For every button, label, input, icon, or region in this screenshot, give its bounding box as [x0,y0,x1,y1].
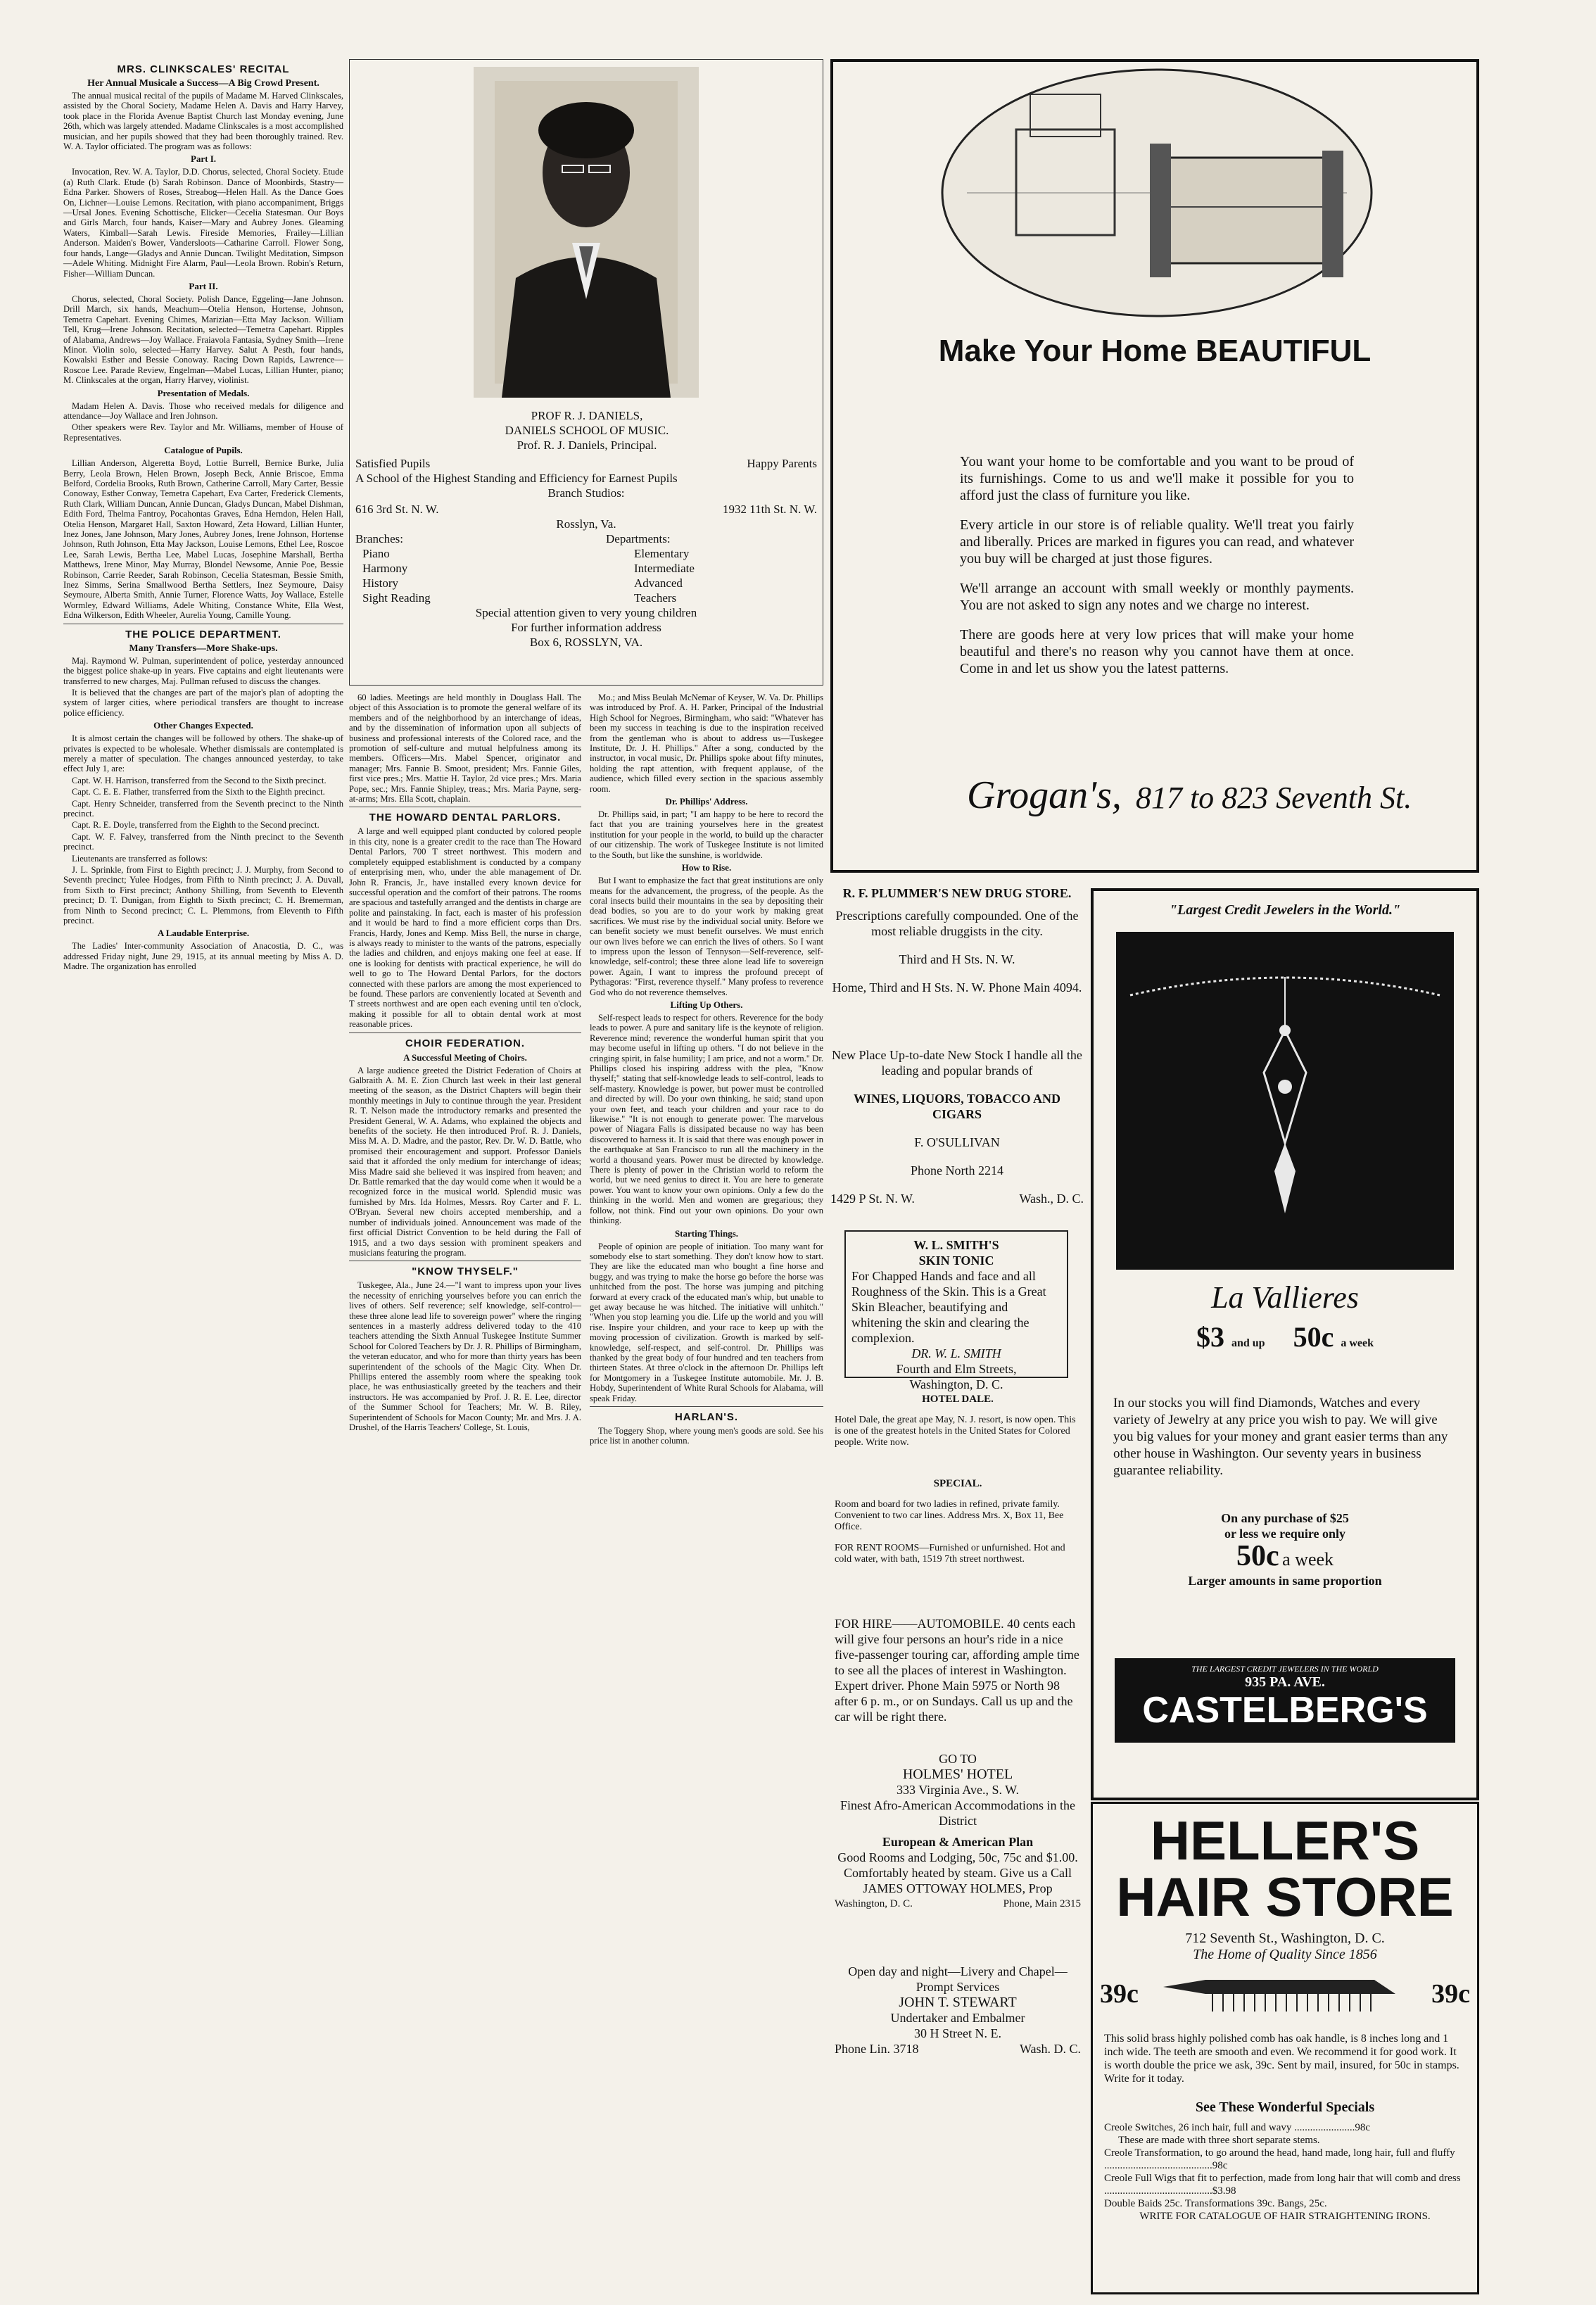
heller-title1: HELLER'S [1150,1810,1420,1871]
clinkscales-p4: Chorus, selected, Choral Society. Polish Dance, Eggeling—Jane Johnson. Drill March, six hands, Meachum—Otelia Henson, Hortense, Johnson, Temetra Capehart. Evening Chimes, Marizian—Etta May Jackson. William Tell, Krug—Irene Johnson. Recitation, selected—Temetra Capehart. Ripples of Alabama, Andrews—Joy Wallace. Fraiavola Fantasia, Sydney Smith—Irene Minor. Violin solo, selected—Harry Harvey. Salut A Pesth, four hands, Kowalski Esther and Bessie Conoway. Racing Down Rapids, Lawrence—Roscoe Lee. Parade Review, Engelman—Mabel Lucas, Lillian Hunter, piano; M. Clinkscales at the organ, Harry Harvey, violinist. [63,293,343,386]
know-body: Tuskegee, Ala., June 24.—"I want to impress upon your lives the necessity of enriching yourselves before you can enrich the lives of others. Self reverence; self knowledge, self-control—these three alone lead life to sovereign power" where the ringing sentences in a masterly address delivered today to the 410 teachers attending the Sixth Annual Tuskegee Institute Summer School for Colored Teachers by Dr. J. R. Phillips of Birmingham, the veteran educator, and who for more than thirty years has been superintendent of the schools of the Magic City. When Dr. Phillips entered the assembly room where the speaking took place, he was enthusiastically greeted by the teachers and their instructors. He was accompanied by Prof. J. R. E. Lee, director of the Summer School for Teachers; Mr. W. B. Riley, Superintendent of Schools for Macon County; Mr. and Mrs. J. A. Drushel, of the Harris Teachers' College, St. Louis, [349,1280,581,1432]
holmes-l1: GO TO [939,1752,977,1766]
grogan-p2: Every article in our store is of reliable quality. We'll treat you fairly and liberally. Prices are marked in figures you can read, and whatever you buy will be charged at just those figures. [960,517,1354,567]
police-subhead: Many Transfers—More Shake-ups. [129,643,278,654]
and-up: and up [1231,1337,1265,1349]
castelberg-prices [1094,1320,1476,1353]
price-left: 39c [1100,1979,1139,2009]
daniels-branch: Branch Studios: [547,486,625,500]
offer-price: 50c [1236,1540,1279,1572]
department-item: Elementary [634,547,690,560]
clinkscales-part2: Part II. [189,280,218,291]
heller-body: This solid brass highly polished comb has oak handle, is 8 inches long and 1 inch wide. The teeth are smooth and even. We recommend it for good work. It is worth double the price we ask, 39c. Sent by mail, insured, for 50c in stamps. Write for it today. [1104,2033,1459,2085]
rise-title: How to Rise. [681,862,732,873]
clinkscales-title: MRS. CLINKSCALES' RECITAL [117,63,290,75]
holmes-l4: Finest Afro-American Accommodations in the District [840,1798,1075,1828]
branch-item: Piano [362,547,390,560]
offer1: On any purchase of $25 [1221,1511,1349,1525]
special-6: WRITE FOR CATALOGUE OF HAIR STRAIGHTENING IRONS. [1139,2211,1431,2222]
daniels-motto: A School of the Highest Standing and Efficiency for Earnest Pupils [355,472,678,485]
daniels-foot1: Special attention given to very young children [475,606,697,619]
holmes-l3: 333 Virginia Ave., S. W. [897,1783,1019,1797]
castelberg-logo-box [1115,1658,1455,1743]
hoteldale-body: Hotel Dale, the great ape May, N. J. resort, is now open. This is one of the greatest hotels in the United States for Colored people. Write now. [835,1415,1076,1448]
daniels-caption1: PROF R. J. DANIELS, [531,409,643,422]
police-p4: Capt. W. H. Harrison, transferred from the Second to the Sixth precinct. [72,775,327,785]
osullivan-p2: WINES, LIQUORS, TOBACCO AND CIGARS [854,1092,1060,1121]
holmes-l2: HOLMES' HOTEL [902,1767,1013,1782]
daniels-caption2: DANIELS SCHOOL OF MUSIC. [505,424,669,437]
divider [590,1406,823,1407]
daniels-addr-left: 616 3rd St. N. W. [355,503,439,516]
smith-skin-tonic-ad [844,1230,1068,1391]
stewart-l5: Phone Lin. 3718 [835,2042,919,2056]
harlan-body: The Toggery Shop, where young men's goods are sold. See his price list in another column. [590,1426,823,1446]
stewart-l3: Undertaker and Embalmer [890,2011,1025,2025]
police-p8: Capt. W. F. Falvey, transferred from the Ninth precinct to the Seventh precinct. [63,831,343,852]
police-p12: The Ladies' Inter-community Association of Anacostia, D. C., was addressed Friday night, June 29, 1915, at its annual meeting by Miss A. D. Madre. The organization has enrolled [63,941,343,972]
special-body: Room and board for two ladies in refined, private family. Convenient to two car lines. Address Mrs. X, Box 11, Bee Office. [835,1499,1064,1532]
plummer-ad [830,885,1084,1026]
special-ad [835,1478,1081,1591]
clinkscales-p6: Madam Helen A. Davis. Those who received medals for diligence and attendance—Joy Wallace and Iren Johnson. [63,400,343,421]
department-item: Teachers [634,591,677,605]
choir-sub: A Successful Meeting of Choirs. [403,1052,527,1063]
hire-ad [835,1603,1081,1737]
police-p10: J. L. Sprinkle, from First to Eighth precinct; J. J. Murphy, from Second to Seventh precinct; Yulee Hodges, from Fifth to Ninth precinct; J. A. Duvall, from Sixth to First precinct; Anthony Shilling, from Seventh to Eleventh precinct; D. T. Dunigan, from Eighth to Sixth precinct; C. H. Bremerman, from Ninth to Second precinct; C. L. Plemmons, from Eleventh to Fifth precinct. [63,865,343,926]
smith-addr1: Fourth and Elm Streets, [896,1362,1017,1376]
smith-title2: SKIN TONIC [918,1253,994,1268]
address-title: Dr. Phillips' Address. [665,796,748,807]
clinkscales-catalogue: Catalogue of Pupils. [164,445,243,456]
branch-item: Sight Reading [362,591,431,605]
osullivan-city: Wash., D. C. [1019,1192,1084,1206]
lift-body: Self-respect leads to respect for others. Reverence for the body leads to power. A pure and sanitary life is the keynote of religion. Reverence mind; reverence the wonderful human spirit that you may become useful in lifting up others. "I do not believe in the cringing spirit, in false humility; I am price, and not a worm." Dr. Phillips closed his inspiring address with the plea, "Know thyself;" stating that self-knowledge leads to self-control, leads to self-mastery. Knowledge is power, but power must be controlled and directed by will. Do your own thinking, he said; stand upon your own feet, and teach your children and your race to do likewise." "It is not enough to generate power. The marvelous power of Niagara Falls is dissipated because no way has been discovered to harness it. It is said that there was enough power in the earthquake at San Francisco to run all the machinery in the world a thousand years. Power must be directed by knowledge. There is plenty of power in the Christian world to reform the world, but we need genius to direct it. You are here to generate power. You want to know your own opinions. Only a few do the thinking in the world. Men and women are gregarious; they follow, not think. Find out your own opinions. Do your own thinking. [590,1012,823,1226]
holmes-l5: European & American Plan [882,1835,1034,1849]
heller-title2: HAIR STORE [1116,1866,1454,1928]
osullivan-addr: 1429 P St. N. W. [830,1192,915,1206]
offer3: Larger amounts in same proportion [1188,1574,1382,1588]
police-p1: It is believed that the changes are part of the major's plan of adopting the system of larger cities, where periodical transfers are thought to increase police efficiency. [63,687,343,718]
osullivan-p1: New Place Up-to-date New Stock I handle all the leading and popular brands of [832,1048,1082,1078]
logo-small: THE LARGEST CREDIT JEWELERS IN THE WORLD [1191,1664,1379,1674]
clinkscales-p7: Other speakers were Rev. Taylor and Mr. Williams, member of House of Representatives. [63,422,343,443]
price-up: $3 [1196,1321,1224,1353]
grogan-address: 817 to 823 Seventh St. [1135,781,1412,815]
stewart-l1: Open day and night—Livery and Chapel—Prompt Services [848,1964,1068,1994]
col2-intro: 60 ladies. Meetings are held monthly in Douglass Hall. The object of this Association is to promote the general welfare of its members and of the neighborhood by an interchange of ideas, and by the dissemination of information upon all subjects of business and professional interests of the Colored race, and the promotion of self-culture and mutual helpfulness among its members. Officers—Mrs. Mabel Spencer, originator and manager; Mrs. Fannie B. Smoot, president; Mrs. Fannie Giles, first vice pres.; Mrs. Mattie H. Taylor, 2d vice pres.; Mrs. Maria Pope, sec.; Mrs. Fannie Shipley, treas.; Mrs. Maria Payne, serg-at-arms; Mrs. Ella Scott, chaplain. [349,693,581,804]
smith-body: For Chapped Hands and face and all Roughness of the Skin. This is a Great Skin Bleacher, beautifying and whitening the skin and clearing the complexion. [851,1269,1046,1345]
daniels-left-top: Satisfied Pupils [355,457,431,470]
hotel-dale-ad [835,1394,1081,1471]
special-3: Creole Transformation, to go around the head, hand made, long hair, full and fluffy .........................................98c [1104,2147,1455,2171]
grogan-headline: Make Your Home BEAUTIFUL [938,334,1372,368]
plummer-p1: Prescriptions carefully compounded. One of the most reliable druggists in the city. [835,909,1079,938]
stewart-l4: 30 H Street N. E. [914,2026,1001,2040]
clinkscales-p2: Invocation, Rev. W. A. Taylor, D.D. Chorus, selected, Choral Society. Etude (a) Ruth Clark. Etude (b) Sarah Robinson. Dance of Moonbirds, Stastry—Edna Parker. Showers of Roses, Streabog—Helen Hall. As the Dance Goes On, Lichner—Louise Lemons. Recitation, with piano accompaniment, Briggs—Ursal Jones. Evening Schottische, Elicker—Cecelia Statesman. Our Boys and Girls March, four hands, Kaiser—Mary and Aubrey Jones. Gleaming Waters, Kimball—Sarah Lewis. Fireside Memories, Frailey—Lillian Anderson. Maiden's Bower, Vandersloots—Catharine Carroll. Flower Song, four hands, Lange—Gladys and Annie Duncan. Twilight Meditation, Simpson—Adele Whiting. Midnight Fire Alarm, Paul—Leola Brown. Robin's Return, Fisher—William Duncan. [63,167,343,279]
clinkscales-p9: Lillian Anderson, Algeretta Boyd, Lottie Burrell, Bernice Burke, Julia Berry, Leola Brown, Helen Brown, Joseph Beck, Annie Briscoe, Emma Belford, Cordelia Brooks, Ruth Brown, Catherine Carroll, Mary Carter, Bessie Conoway, Esther Conway, Temetra Capehart, Eva Carter, Frederick Clements, Ruth Clark, William Duncan, Annie Duncan, Gladys Duncan, Mabel Dishman, Edith Ford, Thelma Fantroy, Pocahontas Graves, Edna Herndon, Helen Hall, Otelia Henson, Margaret Hall, Saxton Howard, Zeta Howard, Lillian Hunter, Inez Jones, Jane Johnson, Mary Jones, Aubrey Jones, Irene Johnson, Hortense Johnson, Ruth Johnson, Etta May Jackson, Louise Lemons, Ethel Lee, Roscoe Lee, Sarah Lewis, Bertha Lee, Mabel Lucas, Josephine Marshall, Bertha Matthews, Irene Minor, May Murray, Blondel Newsome, Annie Poe, Bessie Robinson, Carrie Reeder, Sarah Robinson, Cecelia Statesman, Bessie Smith, Inez Simms, Serina Smallwood Bertha Settlers, Inez Seymoure, Daisy Seymoure, Alberta Smith, Annie Turner, Florence Watts, Joy Wallace, Estelle Wormley, Edward Williams, Adele Whiting, Constance White, Ella West, Edna Wilkerson, Edith Wheeler, Aurelia Young, Camille Young. [63,458,343,621]
dental-title: THE HOWARD DENTAL PARLORS. [369,812,562,824]
holmes-l7: JAMES OTTOWAY HOLMES, Prop [863,1881,1053,1895]
offer2: or less we require only [1224,1527,1345,1541]
department-item: Advanced [634,576,683,590]
know-title: "KNOW THYSELF." [412,1265,519,1278]
police-title: THE POLICE DEPARTMENT. [125,628,281,640]
smith-title1: W. L. SMITH'S [913,1238,999,1252]
rise-body: But I want to emphasize the fact that great institutions are only means for the advancement, the progress, of the people. As the coral insects build their mountains in the sea by depositing their dead bodies, so you are to do your work by making great sacrifices. We must rise by the individual social unity. Before we can benefit society we must benefit ourselves. We must enrich our own lives before we can enrich the lives of others. So I want to impress upon the lesson of Tennyson—Self-reverence, self-knowledge, self-control; these three alone lead life to sovereign power. Again, I want to impress the profound precept of Pythagoras: "First, reverence thyself." Many profess to reverence God who do not reverence themselves. [590,876,823,997]
osullivan-p3: F. O'SULLIVAN [914,1135,1000,1149]
start-body: People of opinion are people of initiation. Too many want for somebody else to start something. They don't know how to start. They are like the educated man who bought a fine horse and buggy, and was trying to make the horse go before the horse was unhitched from the post. The horse was jumping and pitching forward at every crack of the educated man's whip, but unable to get away because he was hitched. The initiative will unhitch." "When you stop learning you die. Life up the world and you will rise. Inspire your children, and your race to keep up with the moving procession of civilization. Growth is marked by self-knowledge, self-respect, and self-control. Dr. Phillips was thanked by the great body of four hundred and ten teachers from thirteen States. At three o'clock in the afternoon Dr. Phillips left for Montgomery in a Tuskegee Institute automobile. Mr. J. B. Hobdy, Superintendent of White Rural Schools for Alabama, will speak Friday. [590,1241,823,1403]
special-rooms: FOR RENT ROOMS—Furnished or unfurnished. Hot and cold water, with bath, 1519 7th street northwest. [835,1543,1065,1565]
smith-name: DR. W. L. SMITH [911,1346,1001,1360]
osullivan-p4: Phone North 2214 [911,1163,1003,1177]
bedroom-illustration [939,66,1375,320]
dental-body: A large and well equipped plant conducted by colored people in this city, none is a greater credit to the race than The Howard Dental Parlors, 700 T street northwest. This modern and completely equipped establishment is conducted by a company of enterprising men, who, under the able management of Dr. John R. Francis, Jr., have installed every known device for successful operation and the comfort of their patrons. The rooms are spacious and tastefully arranged and the dentists in charge are polite and painstaking. In fact, each is master of his profession and it would be hard to find a more efficient corps than Drs. Francis, Hardy, Jones and Kemp. Miss Bell, the nurse in charge, is always ready to minister to the wants of the patrons, especially the ladies and children, and enjoys making one feel at ease. If one is looking for dentists with practical experience, he will do well to go to The Howard Dental Parlors, for the doctors connected with these parlors are among the most experienced to be found. These parlors are conveniently located at Seventh and T streets northwest and are open each evening until ten o'clock, making it possible for all to obtain dental work at most reasonable prices. [349,826,581,1030]
police-p7: Capt. R. E. Doyle, transferred from the Eighth to the Second precinct. [72,820,319,831]
daniels-foot3: Box 6, ROSSLYN, VA. [529,636,643,649]
holmes-l9: Phone, Main 2315 [1003,1898,1081,1909]
police-p9: Lieutenants are transferred as follows: [72,853,208,864]
offer-week: a week [1282,1549,1334,1570]
hire-body: FOR HIRE——AUTOMOBILE. 40 cents each will give four persons an hour's ride in a nice five-passenger touring car, affording ample time to see all the places of interest in Washington. Expert driver. Phone Main 5975 or North 98 after 6 p. m., or on Sundays. Call us up and the car will be right there. [835,1617,1079,1724]
column-2 [349,693,581,2297]
castelberg-product: La Vallieres [1211,1280,1359,1315]
plummer-p3: Home, Third and H Sts. N. W. Phone Main 4094. [832,980,1082,994]
portrait-photo [474,67,699,398]
grogan-p1: You want your home to be comfortable and you want to be proud of its furnishings. Come to us and we'll make it possible for you to afford just the class of furniture you like. [960,454,1354,503]
lavalliere-illustration [1116,932,1454,1270]
department-item: Intermediate [634,562,695,575]
special-1: Creole Switches, 26 inch hair, full and wavy .......................98c [1104,2122,1371,2133]
specials-title: See These Wonderful Specials [1195,2099,1375,2115]
castelberg-tagline: "Largest Credit Jewelers in the World." [1169,902,1401,918]
harlan-title: HARLAN'S. [674,1411,739,1423]
price-week: 50c [1293,1321,1334,1353]
smith-addr2: Washington, D. C. [909,1377,1003,1391]
branch-item: History [362,576,398,590]
grogan-p3: We'll arrange an account with small weekly or monthly payments. You are not asked to sign any notes and we charge no interest. [960,581,1354,613]
grogan-p4: There are goods here at very low prices that will make your home beautiful and there's no reason why you cannot have them at once. Come in and let us show you the latest patterns. [960,627,1354,676]
daniels-foot2: For further information address [511,621,661,634]
daniels-school-ad [349,59,823,686]
stewart-l2: JOHN T. STEWART [899,1995,1017,2010]
holmes-l8: Washington, D. C. [835,1898,913,1909]
a-week: a week [1341,1337,1374,1349]
col3-intro: Mo.; and Miss Beulah McNemar of Keyser, W. Va. Dr. Phillips was introduced by Prof. A. H. Parker, Principal of the Industrial High School for Negroes, Birmingham, who said: "Whatever has been my success in teaching is due to the inspiration received from the gentleman who is about to address us—Tuskegee Institute, Dr. J. H. Phillips." After a song, conducted by the instructor, in vocal music, Dr. Phillips spoke about fifty minutes, holding the rapt attention, with frequent applause, of the audience, which filled every section in the spacious assembly room. [590,693,823,794]
daniels-city: Rosslyn, Va. [556,517,616,531]
grogan-signature-row [967,773,1459,818]
clinkscales-part1: Part I. [190,153,217,165]
daniels-departments-label: Departments: [606,532,671,545]
special-2: These are made with three short separate stems. [1118,2135,1320,2146]
police-p3: It is almost certain the changes will be followed by others. The shake-up of privates is expected to be wholesale. Whether dismissals are contemplated is merely a matter of speculation. The changes announced yesterday, to take effect July 1, are: [63,733,343,774]
comb-illustration [1163,1973,1395,2015]
police-p6: Capt. Henry Schneider, transferred from the Seventh precinct to the Ninth precinct. [63,798,343,819]
clinkscales-p0: The annual musical recital of the pupils of Madame M. Harved Clinkscales, assisted by the Choral Society, Madame Helen A. Davis and Harry Harvey, took place in the Florida Avenue Baptist Church last Monday evening, June 26th, which was largely attended. Madame Clinkscales is a most accomplished musician, and her pupils showed that they had been thoroughly trained. Rev. W. A. Taylor officiated. The program was as follows: [63,91,343,152]
divider [349,1032,581,1033]
stewart-ad [835,1964,1081,2076]
special-5: Double Baids 25c. Transformations 39c. Bangs, 25c. [1104,2198,1327,2209]
plummer-p2: Third and H Sts. N. W. [899,952,1015,966]
police-p5: Capt. C. E. E. Flather, transferred from the Sixth to the Eighth precinct. [72,787,325,797]
daniels-branches-label: Branches: [355,532,403,545]
comb-row [1093,1969,1477,2018]
column-3 [590,693,823,2297]
osullivan-ad [830,1035,1084,1206]
logo-addr: 935 PA. AVE. [1245,1674,1325,1690]
lift-title: Lifting Up Others. [670,999,743,1010]
column-1 [63,59,343,2297]
choir-body: A large audience greeted the District Federation of Choirs at Galbraith A. M. E. Zion Church last week in their last general meeting of the season, as the District Chapters will begin their monthly meetings in July to continue through the year. President R. T. Nelson made the introductory remarks and presented the President General, W. A. Adams, who explained the objects and benefits of the society. He then introduced Prof. R. J. Daniels, Miss M. A. D. Madre, and the pastor, Rev. Dr. W. D. Battle, who promised their encouragement and support. Professor Daniels said that it afforded the only medium for interchange of ideas; Miss Madre said she believed it was inspired from heaven; and Dr. Battle remarked that the day would come when it would be a recognized force in the musical world. Splendid music was furnished by Mrs. Ida Holmes, Messrs. Roy Carter and F. L. O'Bryan. Several new choirs accepted membership, and a number of individuals joined. Announcement was made of the first official District Convention to be held during the Fall of 1915, and a two days session with prominent speakers and musicians featuring the program. [349,1065,581,1258]
stewart-l6: Wash. D. C. [1019,2042,1081,2056]
hoteldale-title: HOTEL DALE. [922,1394,994,1405]
police-h2: Other Changes Expected. [153,720,253,731]
price-right: 39c [1431,1979,1470,2009]
grogan-signature: Grogan's, [967,773,1122,817]
clinkscales-medals: Presentation of Medals. [157,387,250,398]
heller-quality: The Home of Quality Since 1856 [1193,1947,1377,1962]
castelberg-jewelers-ad [1091,888,1479,1800]
castelberg-body: In our stocks you will find Diamonds, Watches and every variety of Jewelry at any price you wish to pay. We will give you big values for your money and grant easier terms than any other house in Washington. Our seventy years in business guarantee reliability. [1113,1396,1448,1478]
start-title: Starting Things. [674,1227,739,1239]
heller-addr: 712 Seventh St., Washington, D. C. [1185,1931,1385,1946]
daniels-caption3: Prof. R. J. Daniels, Principal. [517,438,657,452]
special-4: Creole Full Wigs that fit to perfection, made from long hair that will comb and dress .........................................$3.98 [1104,2173,1461,2197]
choir-title: CHOIR FEDERATION. [405,1037,526,1049]
address-body: Dr. Phillips said, in part; "I am happy to be here to record the fact that you are training yourselves here in the greatest institution for your people in the world, to build up the character of our citizenship. The work of Tuskegee Institute is not limited to the South, but like the sunshine, is worldwide. [590,809,823,860]
daniels-right-top: Happy Parents [747,457,817,470]
clinkscales-subhead: Her Annual Musicale a Success—A Big Crowd Present. [87,78,319,89]
branch-item: Harmony [362,562,408,575]
hellers-hair-store-ad [1091,1802,1479,2294]
grogans-furniture-ad [830,59,1479,873]
daniels-addr-right: 1932 11th St. N. W. [723,503,817,516]
special-title: SPECIAL. [933,1478,982,1489]
logo-name: CASTELBERG'S [1142,1690,1428,1731]
holmes-hotel-ad [835,1751,1081,1941]
police-h11: A Laudable Enterprise. [157,928,250,939]
plummer-title: R. F. PLUMMER'S NEW DRUG STORE. [842,886,1072,900]
holmes-l6: Good Rooms and Lodging, 50c, 75c and $1.00. Comfortably heated by steam. Give us a Call [837,1850,1078,1880]
police-p0: Maj. Raymond W. Pulman, superintendent of police, yesterday announced the biggest police shake-up in years. Five captains and eight lieutenants were transferred to new charges, Maj. Pullman refused to discuss the changes. [63,655,343,686]
